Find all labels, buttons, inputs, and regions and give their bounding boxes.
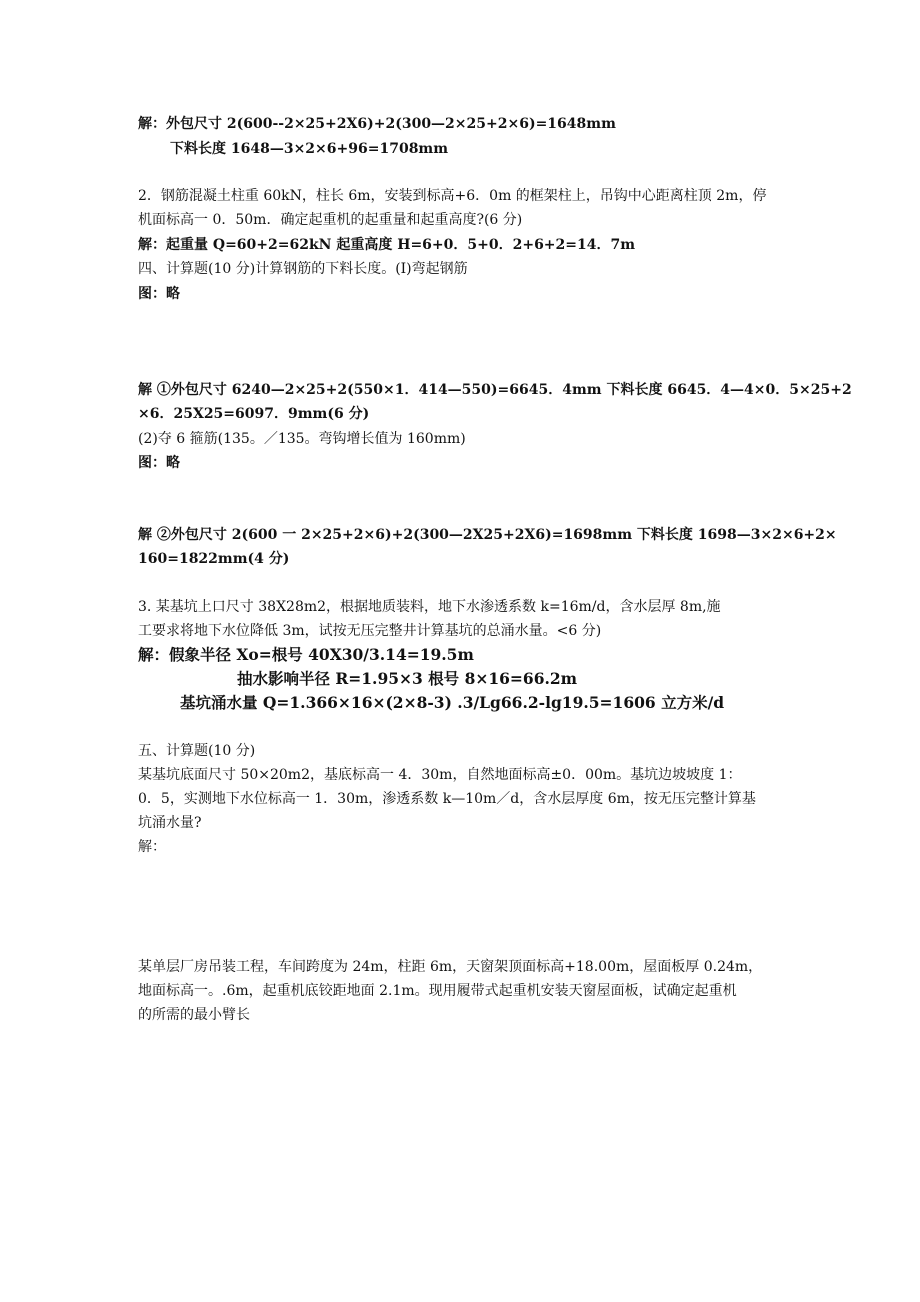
section-4-heading: 四、计算题(10 分)计算钢筋的下料长度。(I)弯起钢筋 [138, 261, 468, 277]
stirrup-note: (2)夺 6 箍筋(135。／135。弯钩增长值为 160mm) [138, 431, 466, 447]
answer-4-1-line-2: ×6．25X25=6097．9mm(6 分) [138, 406, 370, 422]
question-5-line-2: 0．5，实测地下水位标高一 1．30m，渗透系数 k—10m／d，含水层厚度 6m，按无压完整计算基 [138, 791, 756, 807]
figure-omitted-2: 图：略 [138, 455, 180, 471]
answer-4-2-line-1: 解 ②外包尺寸 2(600 一 2×25+2×6)+2(300—2X25+2X6)=1698mm 下料长度 1698—3×2×6+2× [138, 527, 837, 543]
question-5-line-3: 坑涌水量? [138, 815, 202, 831]
answer-4-2-line-2: 160=1822mm(4 分) [138, 551, 290, 567]
question-6-line-3: 的所需的最小臂长 [138, 1007, 250, 1023]
answer-1-cut-length: 下料长度 1648—3×2×6+96=1708mm [170, 141, 449, 157]
answer-4-1-line-1: 解 ①外包尺寸 6240—2×25+2(550×1．414—550)=6645．4mm 下料长度 6645．4—4×0．5×25+2 [138, 382, 852, 398]
question-3-line-1: 3. 某基坑上口尺寸 38X28m2，根据地质装料，地下水渗透系数 k=16m/d，含水层厚 8m,施 [138, 599, 721, 615]
question-3-line-2: 工要求将地下水位降低 3m，试按无压完整井计算基坑的总涌水量。<6 分) [138, 623, 602, 639]
answer-3-water-inflow: 基坑涌水量 Q=1.366×16×(2×8-3) .3/Lg66.2-lg19.5=1606 立方米/d [180, 693, 725, 712]
question-6-line-1: 某单层厂房吊装工程，车间跨度为 24m，柱距 6m，天窗架顶面标高+18.00m，屋面板厚 0.24m， [138, 959, 763, 975]
answer-3-influence-radius: 抽水影响半径 R=1.95×3 根号 8×16=66.2m [237, 669, 578, 688]
question-2-line-2: 机面标高一 0．50m．确定起重机的起重量和起重高度?(6 分) [138, 212, 523, 228]
answer-2: 解：起重量 Q=60+2=62kN 起重高度 H=6+0．5+0．2+6+2=14．7m [138, 237, 636, 253]
answer-5-label: 解： [138, 839, 166, 855]
answer-1-outer-size: 解：外包尺寸 2(600--2×25+2X6)+2(300—2×25+2×6)=1648mm [138, 116, 616, 132]
question-5-line-1: 某基坑底面尺寸 50×20m2，基底标高一 4．30m，自然地面标高±0．00m。基坑边坡坡度 1： [138, 767, 742, 783]
question-2-line-1: 2．钢筋混凝土柱重 60kN，柱长 6m，安装到标高+6．0m 的框架柱上，吊钩中心距离柱顶 2m，停 [138, 188, 767, 204]
answer-3-radius: 解：假象半径 Xo=根号 40X30/3.14=19.5m [138, 645, 474, 664]
figure-omitted-1: 图：略 [138, 286, 180, 302]
section-5-heading: 五、计算题(10 分) [138, 743, 256, 759]
question-6-line-2: 地面标高一。.6m，起重机底铰距地面 2.1m。现用履带式起重机安装天窗屋面板，试确定起重机 [138, 983, 737, 999]
